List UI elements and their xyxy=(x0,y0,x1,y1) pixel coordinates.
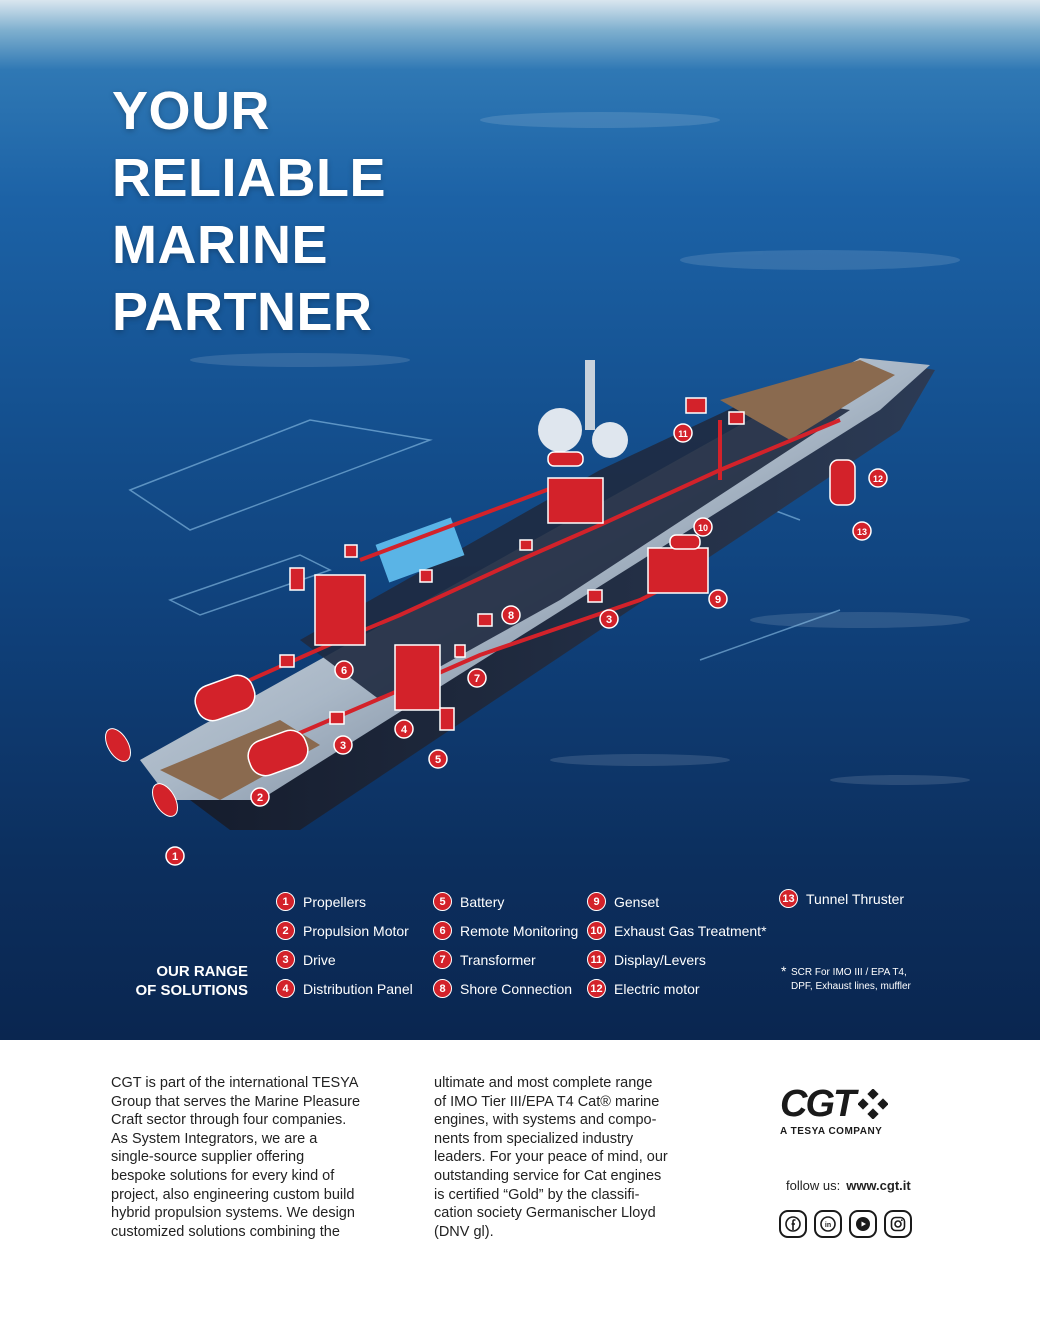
linkedin-icon[interactable] xyxy=(814,1210,842,1238)
svg-text:8: 8 xyxy=(507,610,515,622)
svg-text:3: 3 xyxy=(339,740,347,752)
svg-text:2: 2 xyxy=(256,792,264,804)
marker xyxy=(429,750,447,768)
headline-line: RELIABLE xyxy=(112,148,386,208)
body-text-column-1: CGT is part of the international TESYA Group that serves the Marine Pleasure Craft sector through four companies. As System Integrators, we are a single-source supplier offering bespoke solutions for every kind of project, also engineering custom build hybrid propulsion systems. We design customized solutions combining the xyxy=(111,1075,361,1240)
logo-text: CGT xyxy=(780,1083,855,1125)
legend-title: OUR RANGE OF SOLUTIONS xyxy=(135,963,248,999)
marker xyxy=(251,788,269,806)
headline-line: MARINE xyxy=(112,215,328,275)
legend-item-propulsion-motor: 2 Propulsion Motor xyxy=(276,921,409,940)
legend-item-battery: 5 Battery xyxy=(433,892,504,911)
follow-us xyxy=(786,1178,911,1193)
svg-text:1: 1 xyxy=(171,851,179,863)
marker xyxy=(853,522,871,540)
legend-item-propellers: 1 Propellers xyxy=(276,892,366,911)
legend-item-display-levers: 11 Display/Levers xyxy=(587,950,706,969)
svg-text:5: 5 xyxy=(434,754,442,766)
marker xyxy=(600,610,618,628)
svg-text:4: 4 xyxy=(400,724,408,736)
logo-tagline: A TESYA COMPANY xyxy=(780,1126,883,1137)
legend-item-transformer: 7 Transformer xyxy=(433,950,536,969)
marker xyxy=(869,469,887,487)
marker xyxy=(468,669,486,687)
marker xyxy=(335,661,353,679)
svg-text:12: 12 xyxy=(872,474,884,484)
marker xyxy=(334,736,352,754)
svg-text:10: 10 xyxy=(697,523,709,533)
svg-text:3: 3 xyxy=(605,614,613,626)
cgt-logo xyxy=(780,1084,922,1137)
headline-line: PARTNER xyxy=(112,282,373,342)
headline-line: YOUR xyxy=(112,81,271,141)
marker xyxy=(709,590,727,608)
legend-item-shore-connection: 8 Shore Connection xyxy=(433,979,572,998)
logo-diamond-icon xyxy=(858,1089,888,1119)
legend-item-remote-monitoring: 6 Remote Monitoring xyxy=(433,921,578,940)
svg-text:6: 6 xyxy=(340,665,348,677)
svg-text:in: in xyxy=(824,1222,832,1229)
marker xyxy=(166,847,184,865)
legend-item-tunnel-thruster: 13 Tunnel Thruster xyxy=(779,889,904,908)
website-link[interactable]: www.cgt.it xyxy=(846,1178,911,1193)
legend-item-electric-motor: 12 Electric motor xyxy=(587,979,700,998)
youtube-icon[interactable] xyxy=(849,1210,877,1238)
headline xyxy=(112,78,532,346)
legend-item-exhaust-gas-treatment: 10 Exhaust Gas Treatment* xyxy=(587,921,767,940)
marker xyxy=(502,606,520,624)
marker xyxy=(395,720,413,738)
svg-text:7: 7 xyxy=(473,673,481,685)
legend-item-genset: 9 Genset xyxy=(587,892,659,911)
legend-item-drive: 3 Drive xyxy=(276,950,336,969)
svg-text:9: 9 xyxy=(714,594,722,606)
svg-text:13: 13 xyxy=(856,527,868,537)
legend-item-distribution-panel: 4 Distribution Panel xyxy=(276,979,413,998)
marker xyxy=(674,424,692,442)
body-text-column-2: ultimate and most complete range of IMO Tier III/EPA T4 Cat® marine engines, with systems and compo- nents from specialized industry leaders. For your peace of mind, our outstanding service for Cat engines is certified “Gold” by the classifi- cation society Germanischer Lloyd (DNV gl). xyxy=(434,1075,668,1240)
instagram-icon[interactable] xyxy=(884,1210,912,1238)
social-links xyxy=(779,1210,912,1238)
marker xyxy=(694,518,712,536)
svg-text:11: 11 xyxy=(678,429,688,439)
footnote: * SCR For IMO III / EPA T4, DPF, Exhaust lines, muffler xyxy=(781,963,911,992)
follow-label: follow us: xyxy=(786,1178,841,1193)
facebook-icon[interactable] xyxy=(779,1210,807,1238)
